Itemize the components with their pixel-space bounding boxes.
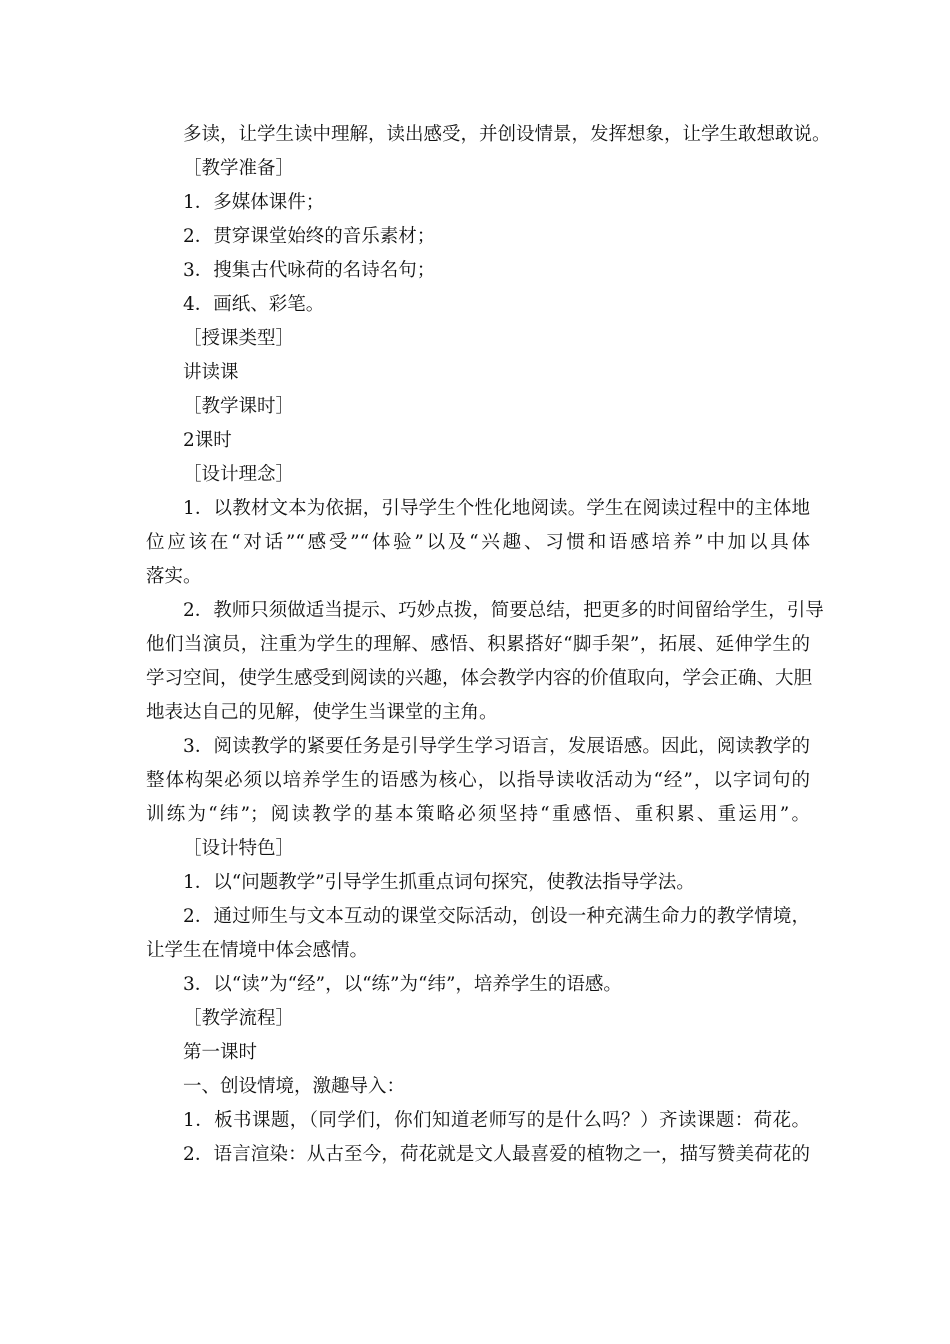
text-line: 1．板书课题，（同学们，你们知道老师写的是什么吗？）齐读课题：荷花。	[183, 1110, 810, 1131]
text-line: 3．以“读”为“经”，以“练”为“纬”，培养学生的语感。	[183, 974, 622, 995]
text-line: 3．搜集古代咏荷的名诗名句；	[183, 260, 436, 281]
text-line: 1．以“问题教学”引导学生抓重点词句探究，使教法指导学法。	[183, 872, 695, 893]
text-line: 1．多媒体课件；	[183, 192, 325, 213]
text-line: 位应该在“对话”“感受”“体验”以及“兴趣、习惯和语感培养”中加以具体	[146, 532, 810, 553]
text-line: ［教学准备］	[183, 158, 295, 179]
text-line: 第一课时	[183, 1042, 258, 1063]
text-line: 3．阅读教学的紧要任务是引导学生学习语言，发展语感。因此，阅读教学的	[183, 736, 810, 757]
text-line: ［授课类型］	[183, 328, 295, 349]
text-line: 4．画纸、彩笔。	[183, 294, 325, 315]
document-page	[146, 118, 831, 1172]
text-line: 2．语言渲染：从古至今，荷花就是文人最喜爱的植物之一，描写赞美荷花的	[183, 1144, 810, 1165]
text-line: 多读，让学生读中理解，读出感受，并创设情景，发挥想象，让学生敢想敢说。	[183, 124, 831, 145]
text-line: 学习空间，使学生感受到阅读的兴趣，体会教学内容的价值取向，学会正确、大胆	[146, 668, 813, 689]
text-line: 整体构架必须以培养学生的语感为核心，以指导读收活动为“经”，以字词句的	[146, 770, 810, 791]
text-line: 2．教师只须做适当提示、巧妙点拨，简要总结，把更多的时间留给学生，引导	[183, 600, 824, 621]
text-line: 他们当演员，注重为学生的理解、感悟、积累搭好“脚手架”，拓展、延伸学生的	[146, 634, 810, 655]
text-line: 落实。	[146, 566, 202, 587]
text-line: ［教学课时］	[183, 396, 295, 417]
text-line: 训练为“纬”；阅读教学的基本策略必须坚持“重感悟、重积累、重运用”。	[146, 804, 810, 825]
text-line: ［设计特色］	[183, 838, 295, 859]
text-line: 2课时	[183, 430, 232, 451]
text-line: 地表达自己的见解，使学生当课堂的主角。	[146, 702, 498, 723]
text-line: ［教学流程］	[183, 1008, 295, 1029]
text-line: 2．通过师生与文本互动的课堂交际活动，创设一种充满生命力的教学情境，	[183, 906, 810, 927]
text-line: 讲读课	[183, 362, 239, 383]
text-line: 让学生在情境中体会感情。	[146, 940, 369, 961]
text-line: 一、创设情境，激趣导入：	[183, 1076, 406, 1097]
text-line: 2．贯穿课堂始终的音乐素材；	[183, 226, 436, 247]
text-line: 1．以教材文本为依据，引导学生个性化地阅读。学生在阅读过程中的主体地	[183, 498, 810, 519]
text-line: ［设计理念］	[183, 464, 295, 485]
